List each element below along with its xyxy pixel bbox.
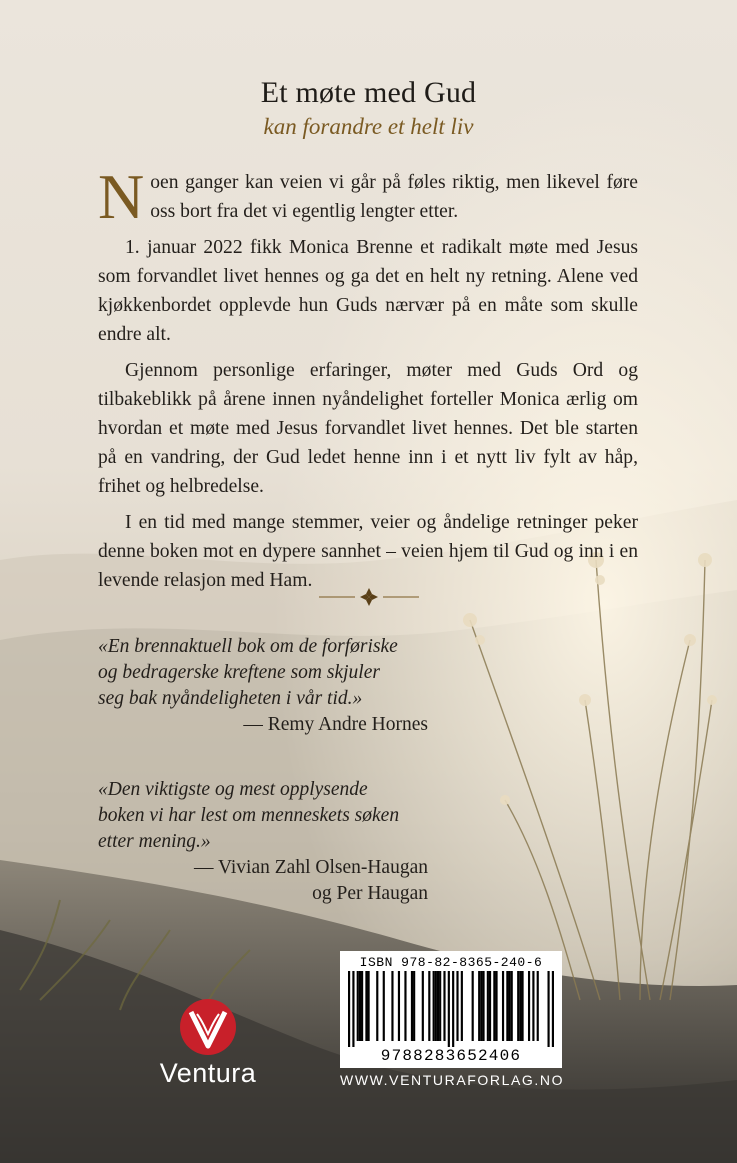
endorsement-1 xyxy=(98,634,428,738)
endorsement-line: «Den viktigste og mest opplysende xyxy=(98,779,368,800)
barcode-bar xyxy=(435,971,437,1041)
barcode-bar xyxy=(413,971,415,1041)
barcode-bar xyxy=(428,971,430,1041)
drop-cap: N xyxy=(98,161,145,232)
barcode-digits: 9788283652406 xyxy=(380,1047,522,1065)
barcode-bar xyxy=(532,971,534,1041)
barcode-bar xyxy=(365,971,367,1041)
blurb-paragraph-2: 1. januar 2022 fikk Monica Brenne et radikalt møte med Jesus som forvandlet livet hennes og ga det en helt ny retning. Alene ved kjøkkenbordet opplevde hun Guds nærvær på en måte som skulle endre alt. xyxy=(98,237,638,345)
barcode-bar xyxy=(519,971,521,1041)
barcode-bar xyxy=(495,971,497,1041)
endorsement-line: seg bak nyåndeligheten i vår tid.» xyxy=(98,688,363,709)
barcode-bar xyxy=(361,971,363,1041)
barcode-bar xyxy=(508,971,510,1041)
barcode-bar xyxy=(391,971,393,1041)
barcode-bar xyxy=(422,971,424,1041)
barcode-bar xyxy=(552,971,554,1047)
barcode-bar xyxy=(383,971,385,1041)
barcode-bar xyxy=(411,971,413,1041)
barcode-bar xyxy=(398,971,400,1041)
barcode-bar xyxy=(547,971,549,1047)
barcode-bars xyxy=(348,971,554,1047)
barcode-bar xyxy=(433,971,435,1041)
barcode-bar xyxy=(521,971,523,1041)
publisher-website: WWW.VENTURAFORLAG.NO xyxy=(340,1072,565,1088)
publisher-name: Ventura xyxy=(159,1058,257,1088)
isbn-label: ISBN 978-82-8365-240-6 xyxy=(359,955,543,970)
barcode-bar xyxy=(506,971,508,1041)
barcode-bar xyxy=(352,971,354,1047)
book-title: Et møte med Gud xyxy=(260,76,477,109)
blurb-paragraph-1 xyxy=(98,161,638,232)
endorsement-line: boken vi har lest om menneskets søken xyxy=(98,805,400,826)
barcode-bar xyxy=(517,971,519,1041)
title-block xyxy=(0,76,737,140)
book-subtitle: kan forandre et helt liv xyxy=(263,114,474,139)
barcode-bar xyxy=(478,971,480,1041)
barcode-bar xyxy=(489,971,491,1041)
endorsement-attribution: og Per Haugan xyxy=(312,883,428,904)
barcode-bar xyxy=(359,971,361,1041)
barcode-bar xyxy=(443,971,445,1041)
barcode-bar xyxy=(528,971,530,1041)
blurb-paragraph-1-text: oen ganger kan veien vi går på føles riktig, men likevel føre oss bort fra det vi egentlig lengter etter. xyxy=(150,172,638,222)
barcode-bar xyxy=(439,971,441,1041)
barcode-bar xyxy=(472,971,474,1041)
barcode-bar xyxy=(452,971,454,1047)
endorsement-attribution: — Vivian Zahl Olsen-Haugan xyxy=(193,857,428,878)
barcode-bar xyxy=(461,971,463,1041)
barcode-bar xyxy=(480,971,482,1041)
blurb-paragraph-3: Gjennom personlige erfaringer, møter med Guds Ord og tilbakeblikk på årene innen nyåndelighet forteller Monica ærlig om hvordan et møte med Jesus forvandlet livet hennes. Det ble starten på en vandring, der Gud ledet henne inn i et nytt liv fylt av håp, frihet og helbredelse. xyxy=(98,360,638,497)
ornament-diamond-icon xyxy=(319,586,419,608)
barcode-bar xyxy=(404,971,406,1041)
barcode-bar xyxy=(511,971,513,1041)
barcode-bar xyxy=(456,971,458,1041)
blurb xyxy=(98,161,638,602)
endorsement-line: og bedragerske kreftene som skjuler xyxy=(98,662,380,683)
barcode-bar xyxy=(357,971,359,1041)
barcode-bar xyxy=(502,971,504,1041)
barcode-bar xyxy=(537,971,539,1041)
barcode-bar xyxy=(482,971,484,1041)
barcode-bar xyxy=(487,971,489,1041)
endorsement-line: etter mening.» xyxy=(98,831,211,852)
barcode-bar xyxy=(448,971,450,1047)
endorsement-2 xyxy=(98,777,428,907)
barcode xyxy=(340,951,562,1068)
endorsement-attribution: — Remy Andre Hornes xyxy=(243,714,428,735)
blurb-paragraph-4: I en tid med mange stemmer, veier og åndelige retninger peker denne boken mot en dypere sannhet – veien hjem til Gud og inn i en levende relasjon med Ham. xyxy=(98,512,638,591)
barcode-bar xyxy=(348,971,350,1047)
barcode-bar xyxy=(493,971,495,1041)
endorsement-line: «En brennaktuell bok om de forføriske xyxy=(98,636,398,657)
barcode-bar xyxy=(376,971,378,1041)
barcode-bar xyxy=(368,971,370,1041)
barcode-bar xyxy=(437,971,439,1041)
